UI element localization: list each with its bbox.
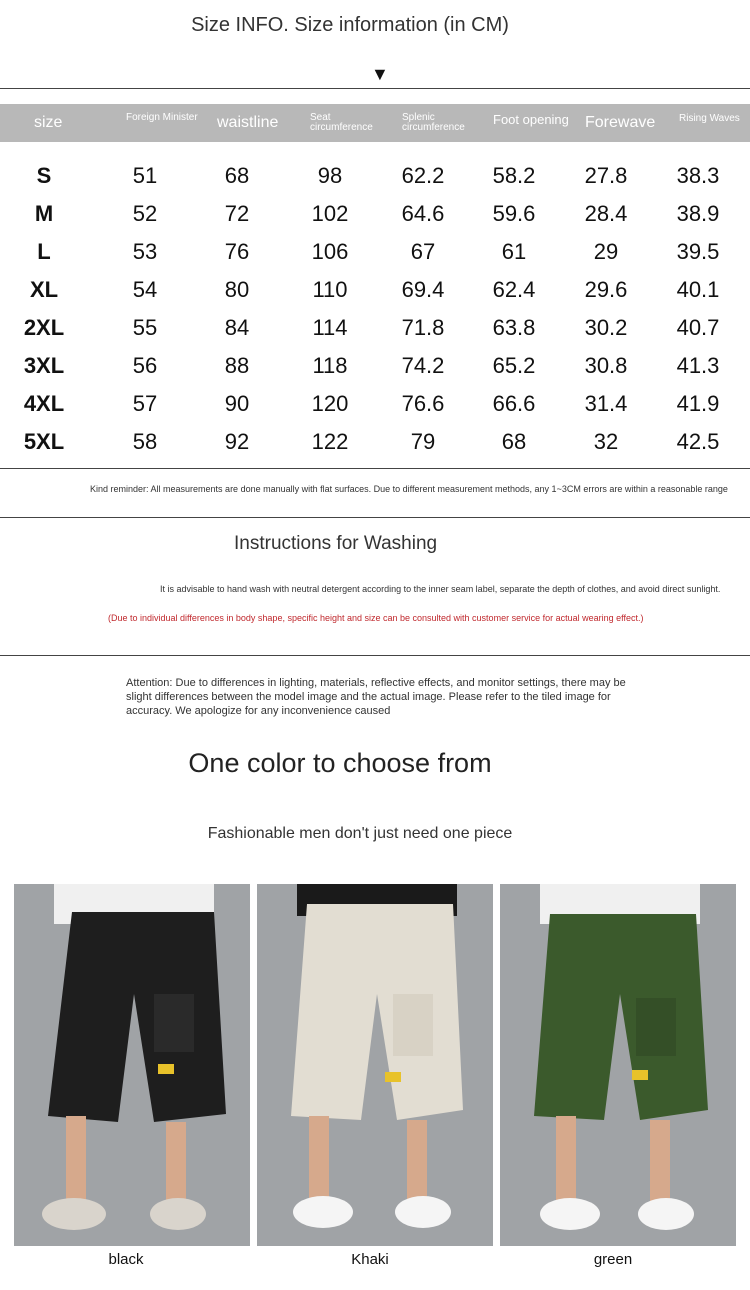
washing-title: Instructions for Washing — [234, 533, 438, 554]
table-cell: 76 — [224, 239, 250, 264]
table-row — [0, 423, 750, 461]
table-cell: 54 — [132, 277, 158, 302]
table-cell: 29.6 — [584, 277, 628, 302]
attention-text: Attention: Due to differences in lighting, materials, reflective effects, and monitor settings, there may be slight differences between the model image and the actual image. Please refer to the tiled image for accuracy. We apologize for any inconvenience caused — [126, 677, 626, 717]
size-label: S — [36, 163, 52, 188]
th-waistline: waistline — [217, 114, 279, 131]
table-cell: 68 — [501, 429, 527, 454]
table-cell: 40.1 — [676, 277, 720, 302]
size-label: L — [37, 239, 51, 264]
color-label-khaki: Khaki — [351, 1251, 389, 1268]
table-cell: 39.5 — [676, 239, 720, 264]
size-label: XL — [29, 277, 59, 302]
divider — [0, 88, 750, 89]
washing-note: (Due to individual differences in body shape, specific height and size can be consulted with customer service for actual wearing effect.) — [108, 613, 644, 623]
size-label: 3XL — [23, 353, 65, 378]
table-cell: 72 — [224, 201, 250, 226]
table-cell: 62.4 — [492, 277, 536, 302]
table-cell: 32 — [593, 429, 619, 454]
table-cell: 29 — [593, 239, 619, 264]
colors-subtitle: Fashionable men don't just need one piece — [207, 825, 513, 842]
page-title: Size INFO. Size information (in CM) — [191, 14, 509, 36]
table-cell: 41.9 — [676, 391, 720, 416]
table-cell: 90 — [224, 391, 250, 416]
size-label: 5XL — [23, 429, 65, 454]
table-cell: 71.8 — [401, 315, 445, 340]
table-cell: 110 — [312, 277, 348, 302]
table-cell: 40.7 — [676, 315, 720, 340]
table-cell: 118 — [312, 353, 348, 378]
table-cell: 30.2 — [584, 315, 628, 340]
th-splenic: Splenic circumference — [402, 112, 465, 133]
table-cell: 74.2 — [401, 353, 445, 378]
size-label: 2XL — [23, 315, 65, 340]
table-cell: 63.8 — [492, 315, 536, 340]
shorts-illustration-black — [14, 884, 250, 1246]
table-cell: 52 — [132, 201, 158, 226]
th-forewave: Forewave — [585, 114, 656, 131]
table-cell: 31.4 — [584, 391, 628, 416]
table-cell: 67 — [410, 239, 436, 264]
table-row — [0, 271, 750, 309]
arrow-down-icon: ▼ — [371, 64, 389, 84]
divider — [0, 468, 750, 469]
table-cell: 68 — [224, 163, 250, 188]
table-cell: 30.8 — [584, 353, 628, 378]
table-cell: 27.8 — [584, 163, 628, 188]
table-cell: 120 — [311, 391, 349, 416]
table-cell: 58 — [132, 429, 158, 454]
table-cell: 98 — [317, 163, 343, 188]
product-photo-black — [14, 884, 250, 1246]
table-cell: 42.5 — [676, 429, 720, 454]
kind-reminder: Kind reminder: All measurements are done manually with flat surfaces. Due to different measurement methods, any 1~3CM errors are within a reasonable range — [90, 484, 728, 494]
table-cell: 38.3 — [676, 163, 720, 188]
color-label-black: black — [108, 1251, 144, 1268]
table-cell: 88 — [224, 353, 250, 378]
th-foot-opening: Foot opening — [493, 111, 569, 127]
table-cell: 51 — [132, 163, 158, 188]
table-cell: 53 — [132, 239, 158, 264]
table-cell: 64.6 — [401, 201, 445, 226]
table-cell: 102 — [311, 201, 349, 226]
product-photo-khaki — [257, 884, 493, 1246]
table-cell: 69.4 — [401, 277, 445, 302]
table-cell: 80 — [224, 277, 250, 302]
size-label: M — [34, 201, 54, 226]
table-cell: 62.2 — [401, 163, 445, 188]
table-cell: 58.2 — [492, 163, 536, 188]
table-cell: 66.6 — [492, 391, 536, 416]
table-row — [0, 385, 750, 423]
table-cell: 59.6 — [492, 201, 536, 226]
table-cell: 61 — [501, 239, 527, 264]
divider — [0, 517, 750, 518]
table-row — [0, 309, 750, 347]
color-label-green: green — [593, 1251, 633, 1268]
washing-text: It is advisable to hand wash with neutral detergent according to the inner seam label, separate the depth of clothes, and avoid direct sunlight. — [160, 584, 721, 594]
table-cell: 84 — [224, 315, 250, 340]
th-foreign-minister: Foreign Minister — [126, 112, 198, 123]
divider — [0, 655, 750, 656]
shorts-illustration-khaki — [257, 884, 493, 1246]
shorts-illustration-green — [500, 884, 736, 1246]
table-cell: 57 — [132, 391, 158, 416]
table-cell: 65.2 — [492, 353, 536, 378]
th-seat: Seat circumference — [310, 112, 373, 133]
table-cell: 41.3 — [676, 353, 720, 378]
table-row — [0, 157, 750, 195]
table-cell: 55 — [132, 315, 158, 340]
size-label: 4XL — [23, 391, 65, 416]
table-cell: 76.6 — [401, 391, 445, 416]
table-cell: 122 — [311, 429, 349, 454]
table-cell: 106 — [311, 239, 349, 264]
product-photo-green — [500, 884, 736, 1246]
table-row — [0, 347, 750, 385]
th-rising-waves: Rising Waves — [679, 113, 740, 124]
table-cell: 114 — [312, 315, 348, 340]
th-size: size — [34, 114, 63, 131]
table-cell: 92 — [224, 429, 250, 454]
table-row — [0, 195, 750, 233]
table-row — [0, 233, 750, 271]
table-cell: 79 — [410, 429, 436, 454]
table-cell: 56 — [132, 353, 158, 378]
colors-title: One color to choose from — [188, 748, 492, 778]
table-cell: 28.4 — [584, 201, 628, 226]
table-cell: 38.9 — [676, 201, 720, 226]
